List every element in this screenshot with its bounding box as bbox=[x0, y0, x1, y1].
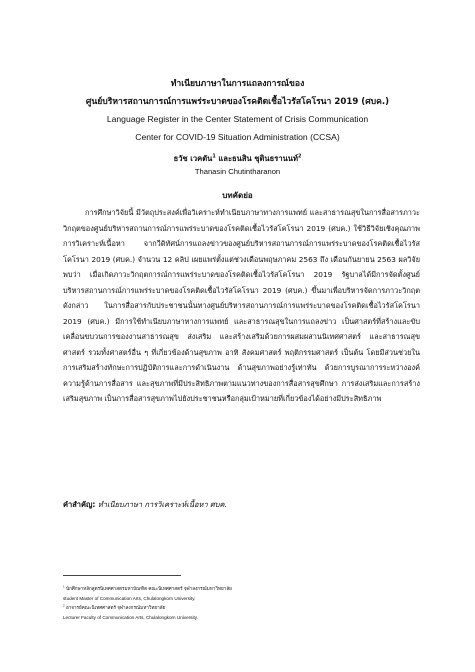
footnote-text: นักศึกษาหลักสูตรนิเทศศาสตรมหาบัณฑิต คณะนิเทศศาสตร์ จุฬาลงกรณ์มหาวิทยาลัย bbox=[64, 586, 232, 591]
footnote-2-thai bbox=[63, 603, 423, 613]
title-block bbox=[0, 76, 475, 146]
abstract-body: การศึกษาวิจัยนี้ มีวัตถุประสงค์เพื่อวิเคราะห์ทำเนียบภาษาทางการแพทย์ และสาธารณสุขในการสื่อสารภาวะวิกฤตของศูนย์บริหารสถานการณ์การแพร่ระบาดของโรคติดเชื้อไวรัสโคโรนา 2019 (ศบค.) ใช้วิธีวิจัยเชิงคุณภาพ การวิเคราะห์เนื้อหา จากวีดิทัศน์การแถลงข่าวของศูนย์บริหารสถานการณ์การแพร่ระบาดของโรคติดเชื้อไวรัสโคโรนา 2019 (ศบค.) จำนวน 12 คลิป เผยแพร่ตั้งแต่ช่วงเดือนพฤษภาคม 2563 ถึง เดือนกันยายน 2563 ผลวิจัยพบว่า เมื่อเกิดภาวะวิกฤตการณ์การแพร่ระบาดของโรคติดเชื้อไวรัสโคโรนา 2019 รัฐบาลได้มีการจัดตั้งศูนย์บริหารสถานการณ์การแพร่ระบาดของโรคติดเชื้อไวรัสโคโรนา 2019 (ศบค.) ขึ้นมาเพื่อบริหารจัดการภาวะวิกฤตดังกล่าว ในการสื่อสารกับประชาชนนั้นทางศูนย์บริหารสถานการณ์การแพร่ระบาดของโรคติดเชื้อไวรัสโคโรนา 2019 (ศบค.) มีการใช้ทำเนียบภาษาทางการแพทย์ และสาธารณสุขในการแถลงข่าว เป็นศาสตร์ที่สร้างและขับเคลื่อนขบวนการของงานสาธารณสุข ส่งเสริม และสร้างเสริมด้วยการผสมผสานนิเทศศาสตร์ และสาธารณสุขศาสตร์ รวมทั้งศาสตร์อื่น ๆ ที่เกี่ยวข้องด้านสุขภาพ อาทิ สังคมศาสตร์ พฤติกรรมศาสตร์ เป็นต้น โดยมีส่วนช่วยในการเสริมสร้างทักษะการปฏิบัติการและการดำเนินงาน ด้านสุขภาพอย่างรู้เท่าทัน ด้วยการบูรณาการระหว่างองค์ความรู้ด้านการสื่อสาร และสุขภาพที่มีประสิทธิภาพตามแนวทางของการสื่อสารสุขศึกษา การส่งเสริมและการสร้างเสริมสุขภาพ เป็นการสื่อสารสุขภาพไปยังประชาชนหรือกลุ่มเป้าหมายที่เกี่ยวข้องได้อย่างมีประสิทธิภาพ bbox=[63, 208, 420, 403]
title-english-line-1: Language Register in the Center Statement of Crisis Communication bbox=[106, 114, 369, 124]
keywords-values: ทำเนียบภาษา การวิเคราะห์เนื้อหา ศบค. bbox=[95, 500, 227, 509]
author-1-name: ธวัช เวคตัน bbox=[173, 154, 213, 163]
footnote-2-english bbox=[63, 613, 423, 623]
author-1-footnote-mark: 1 bbox=[212, 153, 216, 160]
title-thai-line-1: ทำเนียบภาษาในการแถลงการณ์ของ bbox=[170, 79, 305, 89]
footnote-1-thai bbox=[63, 584, 423, 594]
footnote-text: Lecturer Faculty of Communication Arts, Chulalongkorn University. bbox=[63, 614, 198, 620]
title-english-line-2: Center for COVID-19 Situation Administration (CCSA) bbox=[135, 131, 340, 142]
abstract-heading: บทคัดย่อ bbox=[222, 191, 253, 200]
footnote-divider bbox=[63, 575, 181, 576]
keywords-label: คำสำคัญ: bbox=[63, 500, 96, 509]
footnotes bbox=[63, 584, 423, 622]
footnote-mark: 2 bbox=[63, 603, 65, 608]
footnote-text: อาจารย์คณะนิเทศศาสตร์ จุฬาลงกรณ์มหาวิทยาลัย bbox=[64, 605, 166, 611]
authors-thai bbox=[0, 153, 475, 165]
author-2-name: และธนสิน ชุตินธรานนท์ bbox=[215, 154, 298, 163]
keywords bbox=[63, 499, 423, 511]
footnote-text: student Master of Communication Arts, Chulalongkorn University. bbox=[63, 595, 196, 601]
title-thai-line-2: ศูนย์บริหารสถานการณ์การแพร่ระบาดของโรคติดเชื้อไวรัสโคโรนา 2019 (ศบค.) bbox=[85, 96, 390, 107]
author-2-footnote-mark: 2 bbox=[297, 153, 302, 160]
footnote-1-english bbox=[63, 594, 423, 604]
footnote-mark: 1 bbox=[63, 584, 65, 589]
authors-english: Thanasin Chutintharanon bbox=[194, 167, 281, 176]
